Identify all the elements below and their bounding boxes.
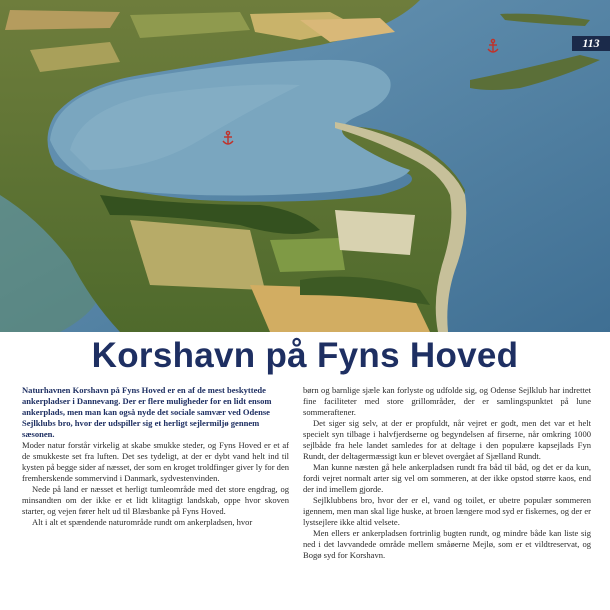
article-paragraph: børn og barnlige sjæle kan forlyste og udfolde sig, og Odense Sejlklub har indrettet fine faciliteter med store grillområder, der er samlingspunktet på lune sommeraftener.: [303, 385, 591, 417]
article-paragraph: Moder natur forstår virkelig at skabe smukke steder, og Fyns Hoved er et af de smukkeste set fra luften. Det ses tydeligt, at der er dybt vand helt ind til kysten på begge sider af næsset, der som en kroget troldfinger giver ly for den fremherskende sommervind i Danmark, sydvestenvinden.: [22, 440, 290, 483]
article-paragraph: Sejlklubbens bro, hvor der er el, vand og toilet, er ubetre populær sommeren igennem, men man skal lige huske, at broen længere mod syd er fiskernes, og der er lystsejlere ikke altid velsete.: [303, 495, 591, 527]
article-column-right: [303, 385, 591, 561]
article-column-left: [22, 385, 289, 528]
article-paragraph: Nede på land er næsset et herligt tumleområde med det store engdrag, og minsandten om der ikke er et lidt klitagtigt landskab, oppe hvor skoven starter, og vejen fører helt ud til Blæsbanke på Fyns Hoved.: [22, 484, 289, 516]
article-paragraph: Men ellers er ankerpladsen fortrinlig bugten rundt, og mindre både kan liste sig ned i det lavvandede område mellem småøerne Mejlø, som er et vildtreservat, og Bogø syd for Korshavn.: [303, 528, 591, 560]
article-paragraph: Alt i alt et spændende naturområde rundt om ankerpladsen, hvor: [32, 517, 253, 527]
article-paragraph: Man kunne næsten gå hele ankerpladsen rundt fra båd til båd, og det er da kun, fordi vejret normalt arter sig vel om sommeren, at der ikke opstod større kaos, end der ind imellem gjorde.: [303, 462, 591, 494]
page-title: Korshavn på Fyns Hoved: [91, 336, 519, 375]
article-lead: Naturhavnen Korshavn på Fyns Hoved er en af de mest beskyttede ankerpladser i Dannevang. Der er flere muligheder for en lidt ensom ankerplads, men man kan også nyde det sociale samvær ved Odense Sejlklubs bro, hvor der udspiller sig et herligt sejlermiljø gennem sæsonen.: [22, 385, 272, 439]
page-number: 113: [572, 36, 610, 51]
article-paragraph: Det siger sig selv, at der er propfuldt, når vejret er godt, men det var et helt specielt syn tilbage i halvfjerdserne og begyndelsen af firserne, når omkring 1000 sejlbåde fra hele landet samledes for at deltage i den populære kapsejlads Fyn Rundt, der deltagermæssigt kun er blevet overgået af Sjælland Rundt.: [303, 418, 591, 461]
